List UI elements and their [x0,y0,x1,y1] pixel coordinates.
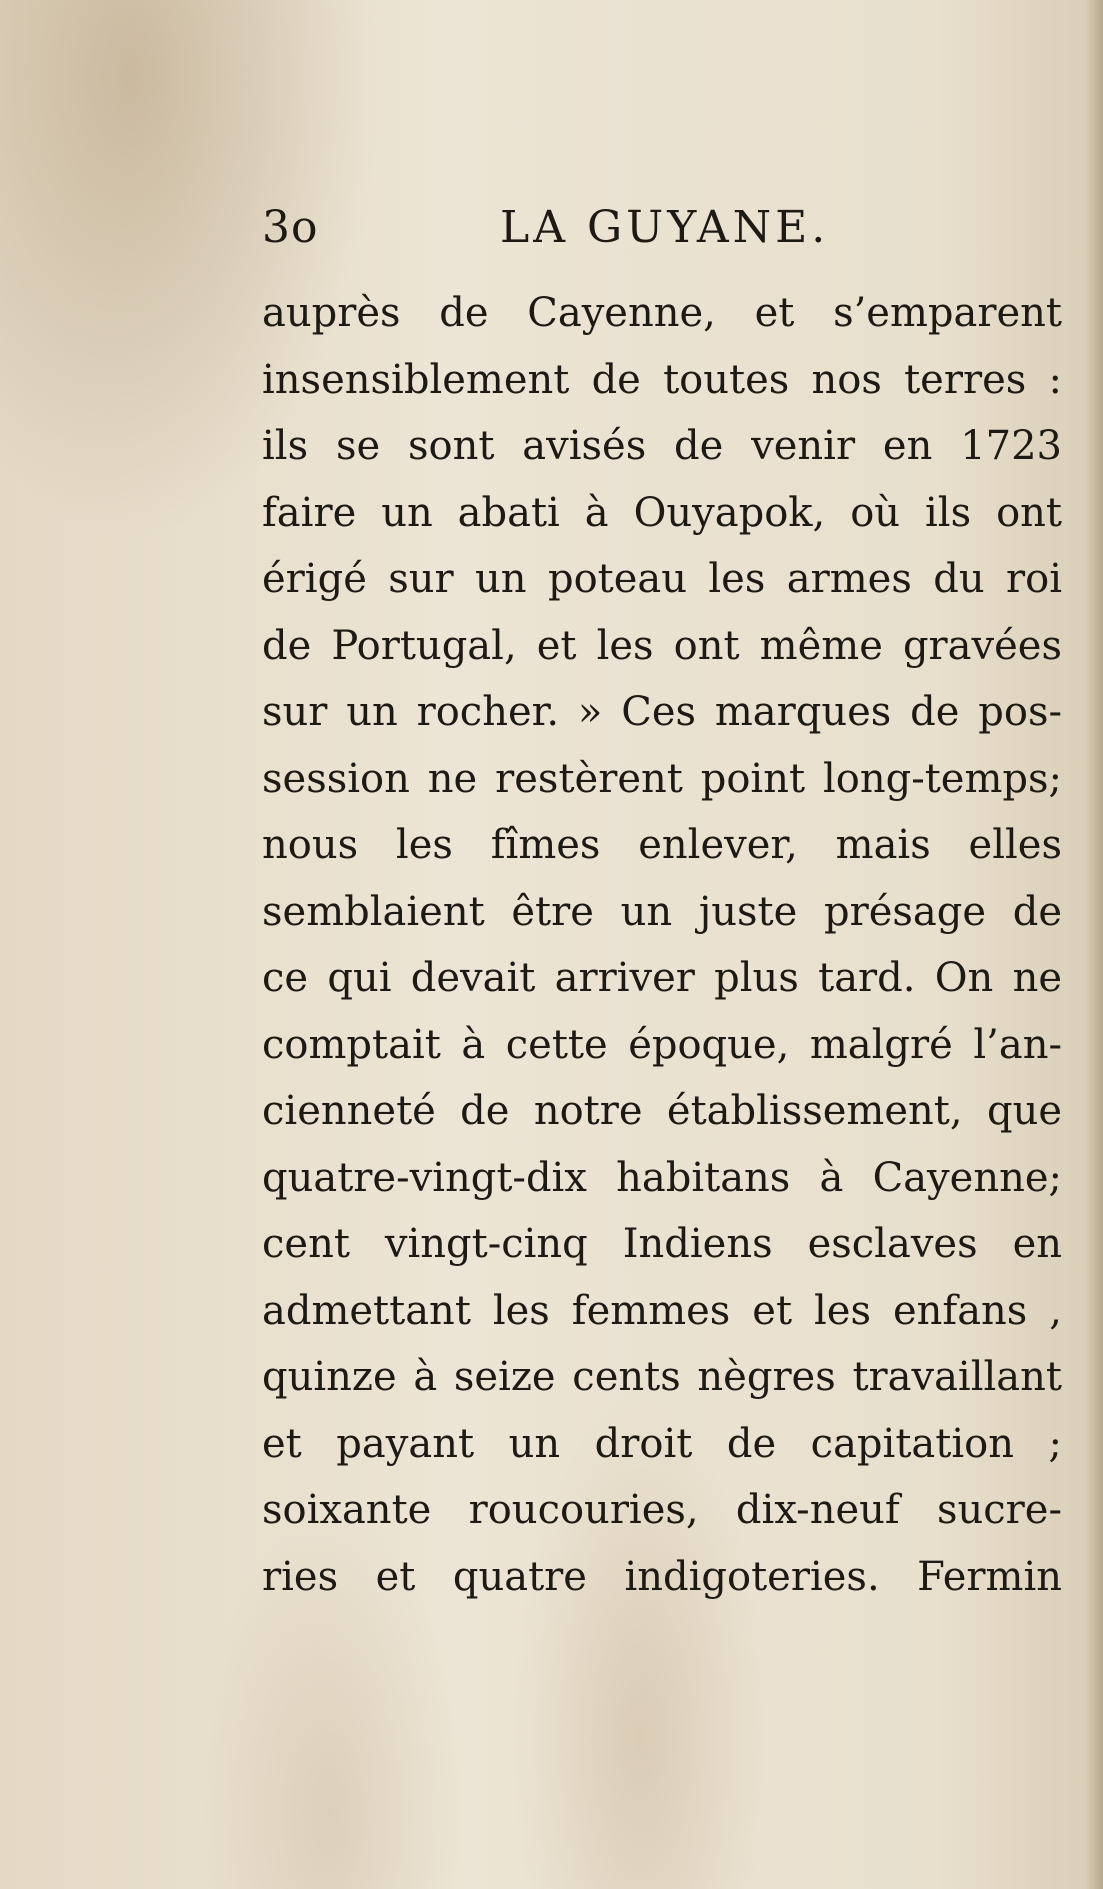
text-line: session ne restèrent point long-temps; [262,755,1062,802]
text-line: soixante roucouries, dix-neuf sucre- [262,1487,1062,1533]
text-line: et payant un droit de capitation ; [262,1420,1062,1467]
text-line: érigé sur un poteau les armes du roi [262,556,1062,602]
text-line: cienneté de notre établissement, que [262,1088,1062,1134]
text-line: faire un abati à Ouyapok, où ils ont [262,489,1062,536]
text-line: auprès de Cayenne, et s’emparent [262,290,1062,336]
page-edge-shadow [1085,0,1103,1889]
text-line: ils se sont avisés de venir en 1723 [262,423,1062,469]
text-line: cent vingt-cinq Indiens esclaves en [262,1221,1062,1267]
running-title: LA GUYANE. [500,202,830,253]
page-number: 3o [262,202,319,253]
text-line: quatre-vingt-dix habitans à Cayenne; [262,1154,1062,1201]
text-line: sur un rocher. » Ces marques de pos- [262,689,1062,735]
text-line: quinze à seize cents nègres travaillant [262,1354,1062,1400]
text-line: ries et quatre indigoteries. Fermin [262,1553,1062,1600]
text-line: nous les fîmes enlever, mais elles [262,822,1062,868]
running-header [262,198,1062,258]
text-line: de Portugal, et les ont même gravées [262,622,1062,669]
body-text [262,280,1062,1610]
text-line: semblaient être un juste présage de [262,888,1062,935]
text-line: admettant les femmes et les enfans , [262,1287,1062,1334]
text-line: ce qui devait arriver plus tard. On ne [262,955,1062,1001]
text-line: insensiblement de toutes nos terres : [262,356,1062,403]
text-line: comptait à cette époque, malgré l’an- [262,1021,1062,1068]
